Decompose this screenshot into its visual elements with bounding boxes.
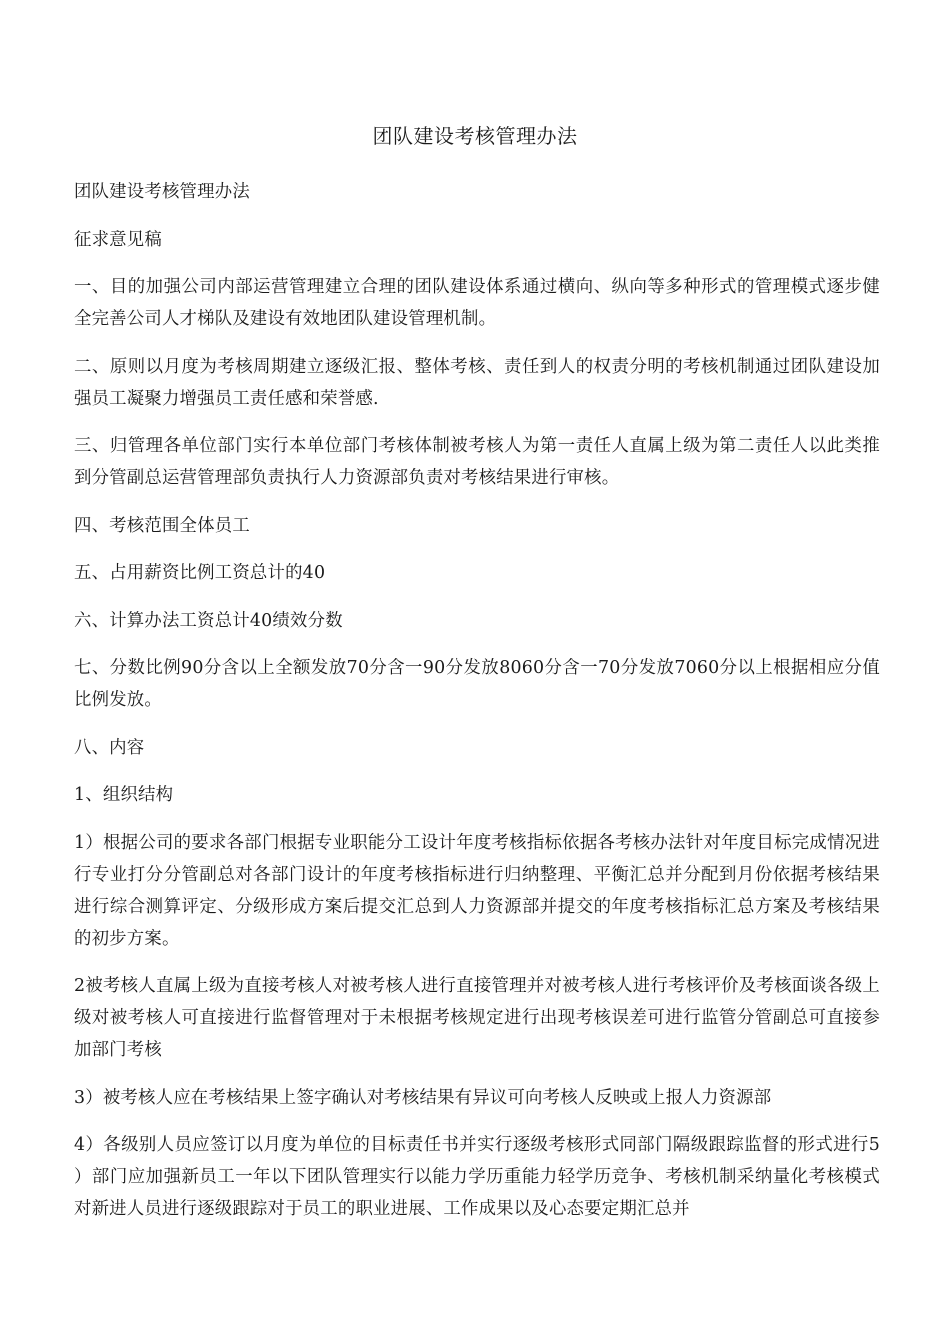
paragraph-management: 三、归管理各单位部门实行本单位部门考核体制被考核人为第一责任人直属上级为第二责任人以此类推到分管副总运营管理部负责执行人力资源部负责对考核结果进行审核。: [74, 436, 880, 488]
paragraph-organization: 1、组织结构: [74, 785, 174, 805]
paragraph-purpose: 一、目的加强公司内部运营管理建立合理的团队建设体系通过横向、纵向等多种形式的管理模式逐步健全完善公司人才梯队及建设有效地团队建设管理机制。: [74, 277, 880, 329]
paragraph-calculation: 六、计算办法工资总计40绩效分数: [74, 610, 343, 631]
paragraph-content-heading: 八、内容: [74, 737, 145, 758]
paragraph-score-ratio: 七、分数比例90分含以上全额发放70分含一90分发放8060分含一70分发放7060分以上根据相应分值比例发放。: [74, 658, 880, 710]
paragraph-principle: 二、原则以月度为考核周期建立逐级汇报、整体考核、责任到人的权责分明的考核机制通过团队建设加强员工凝聚力增强员工责任感和荣誉感.: [74, 356, 880, 409]
paragraph-item-2: 2被考核人直属上级为直接考核人对被考核人进行直接管理并对被考核人进行考核评价及考核面谈各级上级对被考核人可直接进行监督管理对于未根据考核规定进行出现考核误差可进行监管分管副总可直接参加部门考核: [74, 976, 880, 1060]
document-body: [74, 176, 880, 1241]
paragraph-salary-ratio: 五、占用薪资比例工资总计的40: [74, 563, 326, 583]
paragraph-item-4: 4）各级别人员应签订以月度为单位的目标责任书并实行逐级考核形式同部门隔级跟踪监督的形式进行5 ）部门应加强新员工一年以下团队管理实行以能力学历重能力轻学历竞争、考核机制采纳量化考核模式对新进人员进行逐级跟踪对于员工的职业进展、工作成果以及心态要定期汇总并: [74, 1135, 880, 1219]
paragraph-draft-note: 征求意见稿: [74, 229, 162, 250]
paragraph-heading: 团队建设考核管理办法: [74, 182, 250, 202]
paragraph-item-3: 3）被考核人应在考核结果上签字确认对考核结果有异议可向考核人反映或上报人力资源部: [74, 1087, 772, 1108]
document-title: 团队建设考核管理办法: [372, 124, 578, 148]
paragraph-scope: 四、考核范围全体员工: [74, 515, 250, 536]
paragraph-item-1: 1）根据公司的要求各部门根据专业职能分工设计年度考核指标依据各考核办法针对年度目标完成情况进行专业打分分管副总对各部门设计的年度考核指标进行归纳整理、平衡汇总并分配到月份依据考核结果进行综合测算评定、分级形成方案后提交汇总到人力资源部并提交的年度考核指标汇总方案及考核结果的初步方案。: [74, 832, 880, 949]
